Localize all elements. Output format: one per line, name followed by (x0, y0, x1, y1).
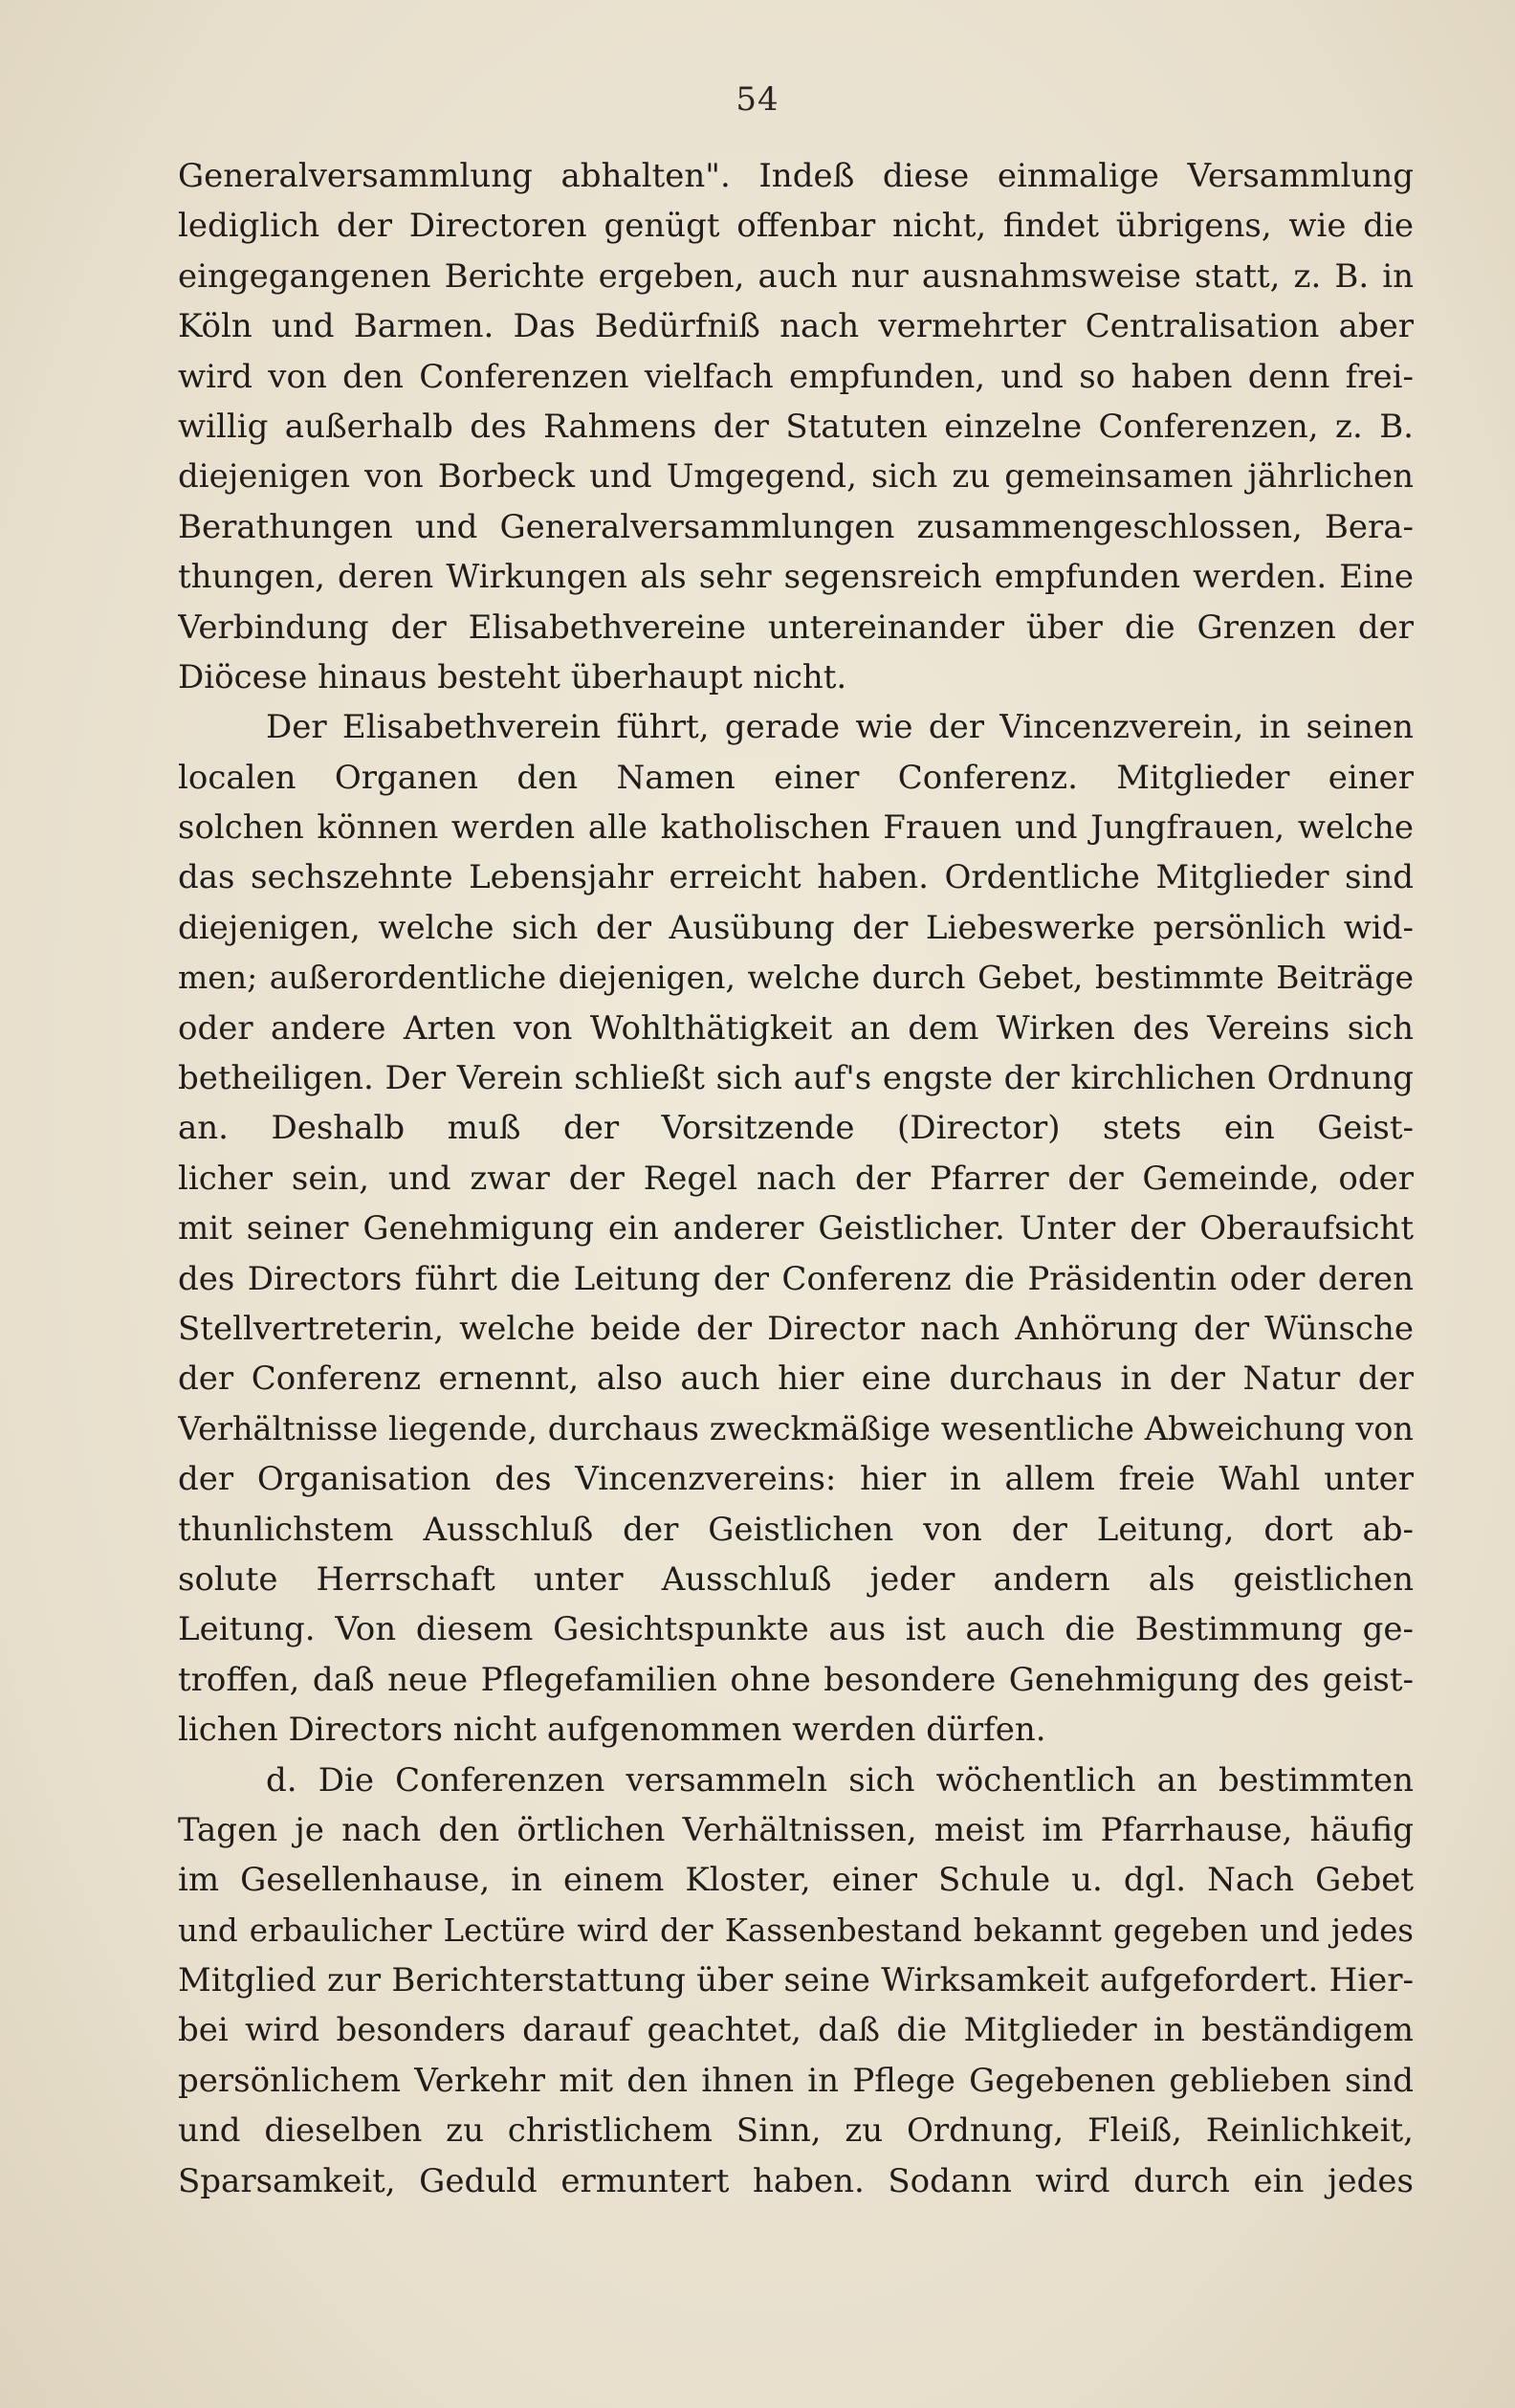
text-line: d. Die Conferenzen versammeln sich wöchentlich an bestimmten (266, 1760, 1414, 1800)
text-line: thungen, deren Wirkungen als sehr segensreich empfunden werden. Eine (178, 558, 1414, 597)
text-line: mit seiner Genehmigung ein anderer Geistlicher. Unter der Oberaufsicht (178, 1209, 1414, 1248)
text-line: persönlichem Verkehr mit den ihnen in Pflege Gegebenen geblieben sind (178, 2061, 1414, 2100)
text-line: solchen können werden alle katholischen Frauen und Jungfrauen, welche (178, 808, 1414, 848)
text-line: Köln und Barmen. Das Bedürfniß nach vermehrter Centralisation aber (178, 307, 1414, 346)
text-line: thunlichstem Ausschluß der Geistlichen von der Leitung, dort ab- (178, 1510, 1414, 1549)
page-number: 54 (736, 80, 779, 119)
text-line: Stellvertreterin, welche beide der Director nach Anhörung der Wünsche (178, 1309, 1414, 1348)
text-line: Sparsamkeit, Geduld ermuntert haben. Sodann wird durch ein jedes (178, 2161, 1414, 2200)
text-line: licher sein, und zwar der Regel nach der Pfarrer der Gemeinde, oder (178, 1159, 1414, 1198)
text-line: Diöcese hinaus besteht überhaupt nicht. (178, 657, 847, 696)
text-line: oder andere Arten von Wohlthätigkeit an dem Wirken des Vereins sich (178, 1008, 1414, 1048)
text-line: men; außerordentliche diejenigen, welche durch Gebet, bestimmte Beiträge (178, 959, 1414, 997)
text-line: an. Deshalb muß der Vorsitzende (Director) stets ein Geist- (178, 1109, 1414, 1148)
text-line: bei wird besonders darauf geachtet, daß die Mitglieder in beständigem (178, 2011, 1414, 2050)
text-line: diejenigen, welche sich der Ausübung der Liebeswerke persönlich wid- (178, 908, 1414, 947)
text-line: der Conferenz ernennt, also auch hier eine durchaus in der Natur der (178, 1359, 1414, 1399)
text-line: localen Organen den Namen einer Conferenz. Mitglieder einer (178, 758, 1414, 797)
text-line: Leitung. Von diesem Gesichtspunkte aus ist auch die Bestimmung ge- (178, 1610, 1414, 1649)
text-line: der Organisation des Vincenzvereins: hier in allem freie Wahl unter (178, 1460, 1414, 1499)
text-line: Tagen je nach den örtlichen Verhältnissen, meist im Pfarrhause, häufig (178, 1810, 1414, 1849)
text-line: willig außerhalb des Rahmens der Statuten einzelne Conferenzen, z. B. (178, 407, 1414, 446)
text-line: diejenigen von Borbeck und Umgegend, sich zu gemeinsamen jährlichen (178, 457, 1414, 497)
text-line: Generalversammlung abhalten". Indeß diese einmalige Versammlung (178, 157, 1414, 195)
text-line: Verhältnisse liegende, durchaus zweckmäßige wesentliche Abweichung von (178, 1409, 1414, 1447)
text-line: Verbindung der Elisabethvereine untereinander über die Grenzen der (178, 608, 1414, 647)
text-line: Mitglied zur Berichterstattung über seine Wirksamkeit aufgefordert. Hier- (178, 1961, 1414, 2000)
text-line: das sechszehnte Lebensjahr erreicht haben. Ordentliche Mitglieder sind (178, 858, 1414, 897)
text-line: und erbaulicher Lectüre wird der Kassenbestand bekannt gegeben und jedes (178, 1911, 1414, 1949)
text-line: lediglich der Directoren genügt offenbar nicht, findet übrigens, wie die (178, 207, 1414, 246)
text-line: wird von den Conferenzen vielfach empfunden, und so haben denn frei- (178, 357, 1414, 396)
text-line: troffen, daß neue Pflegefamilien ohne besondere Genehmigung des geist- (178, 1660, 1414, 1699)
text-line: eingegangenen Berichte ergeben, auch nur ausnahmsweise statt, z. B. in (178, 256, 1414, 296)
text-line: im Gesellenhause, in einem Kloster, einer Schule u. dgl. Nach Gebet (178, 1861, 1414, 1900)
text-line: solute Herrschaft unter Ausschluß jeder andern als geistlichen (178, 1559, 1414, 1599)
text-line: lichen Directors nicht aufgenommen werden dürfen. (178, 1711, 1046, 1750)
text-line: und dieselben zu christlichem Sinn, zu Ordnung, Fleiß, Reinlichkeit, (178, 2111, 1414, 2151)
text-line: Berathungen und Generalversammlungen zusammengeschlossen, Bera- (178, 507, 1414, 546)
body-text (178, 151, 1414, 2206)
text-line: des Directors führt die Leitung der Conferenz die Präsidentin oder deren (178, 1259, 1414, 1298)
text-line: betheiligen. Der Verein schließt sich auf's engste der kirchlichen Ordnung (178, 1059, 1414, 1098)
text-line: Der Elisabethverein führt, gerade wie der Vincenzverein, in seinen (266, 708, 1414, 747)
